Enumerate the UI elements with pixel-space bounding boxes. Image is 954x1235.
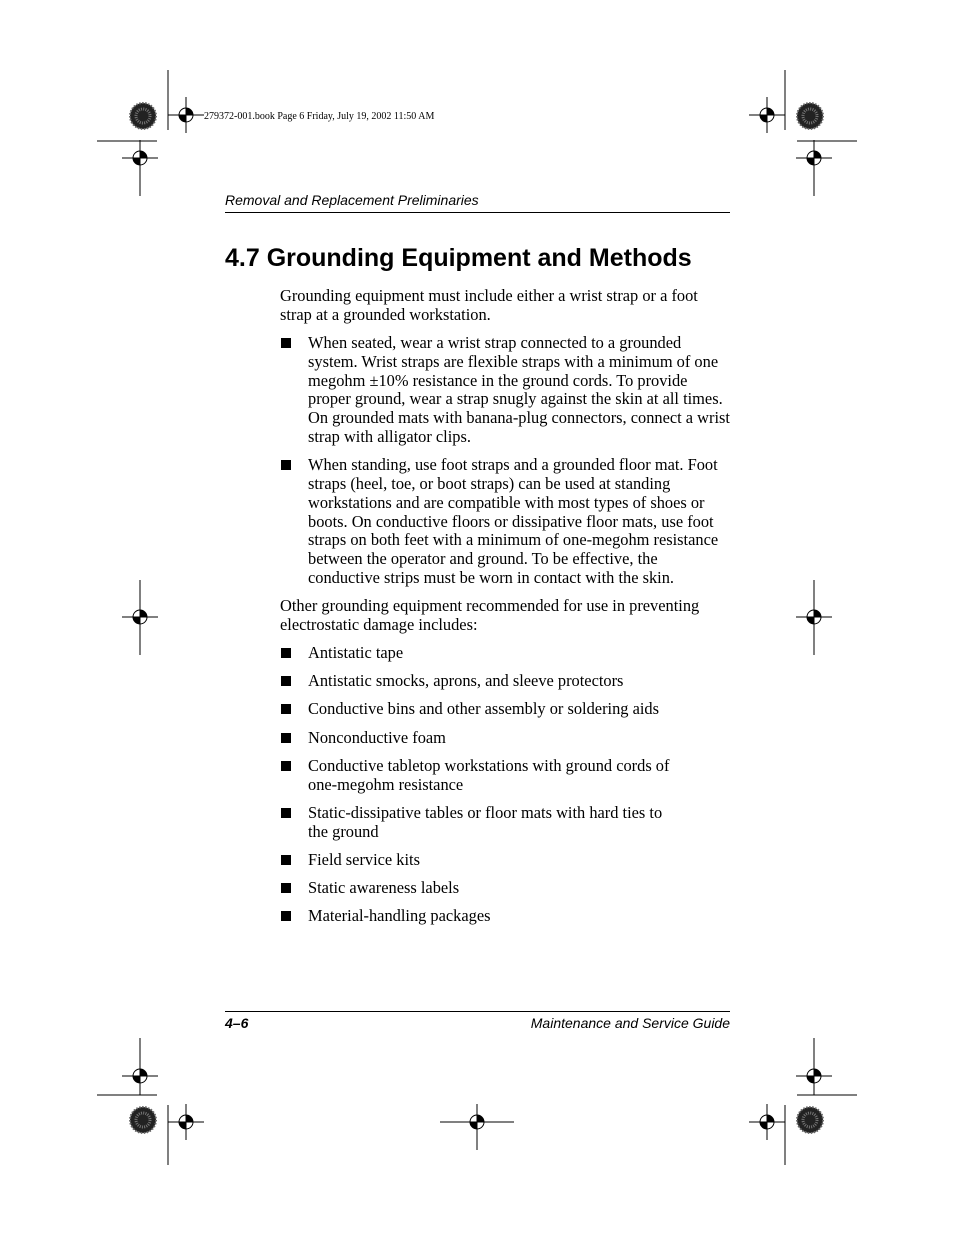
- starburst-mark: [130, 1107, 156, 1133]
- section-heading: 4.7 Grounding Equipment and Methods: [225, 244, 692, 272]
- starburst-mark: [797, 103, 823, 129]
- registration-mark: [749, 97, 785, 133]
- list-item: Antistatic tape: [280, 644, 730, 663]
- bullet-icon: [281, 648, 291, 658]
- list-item: Antistatic smocks, aprons, and sleeve protectors: [280, 672, 730, 691]
- header-rule: [225, 212, 730, 213]
- print-slug: 279372-001.book Page 6 Friday, July 19, 2002 11:50 AM: [204, 111, 435, 122]
- crop-mark-bottom-left: [97, 1038, 168, 1165]
- registration-mark: [796, 1058, 832, 1094]
- list-item: Static-dissipative tables or floor mats with hard ties to the ground: [280, 804, 730, 842]
- crop-mark-top-left: [97, 70, 168, 196]
- guide-title: Maintenance and Service Guide: [530, 1015, 730, 1031]
- starburst-mark: [797, 1107, 823, 1133]
- bullet-icon: [281, 808, 291, 818]
- list-item: When seated, wear a wrist strap connected to a grounded system. Wrist straps are flexible straps with a minimum of one megohm ±10% resistance in the ground cords. To provide proper ground, wear a strap snugly against the skin at all times. On grounded mats with banana-plug connectors, connect a wrist strap with alligator clips.: [280, 334, 730, 447]
- list-item: Conductive bins and other assembly or soldering aids: [280, 700, 730, 719]
- bullet-icon: [281, 338, 291, 348]
- list-item: Material-handling packages: [280, 907, 730, 926]
- bullet-icon: [281, 676, 291, 686]
- bullet-icon: [281, 855, 291, 865]
- registration-mark: [122, 1058, 158, 1094]
- bullet-icon: [281, 883, 291, 893]
- list-item: Nonconductive foam: [280, 729, 730, 748]
- page-number: 4–6: [225, 1015, 249, 1031]
- crop-mark-bottom-right: [785, 1038, 857, 1165]
- bullet-icon: [281, 704, 291, 714]
- intro-paragraph: Grounding equipment must include either a wrist strap or a foot strap at a grounded workstation.: [280, 286, 698, 324]
- registration-mark: [749, 1104, 785, 1140]
- running-head: Removal and Replacement Preliminaries: [225, 192, 479, 208]
- other-equipment-paragraph: Other grounding equipment recommended for use in preventing electrostatic damage includes:: [280, 596, 700, 634]
- list-item: Field service kits: [280, 851, 730, 870]
- bullet-icon: [281, 460, 291, 470]
- bullet-icon: [281, 761, 291, 771]
- list-item: When standing, use foot straps and a grounded floor mat. Foot straps (heel, toe, or boot straps) can be used at standing workstations and are compatible with most types of shoes or boots. On conductive floors or dissipative floor mats, use foot straps on both feet with a minimum of one-megohm resistance between the operator and ground. To be effective, the conductive strips must be worn in contact with the skin.: [280, 456, 730, 588]
- equipment-list: [280, 644, 730, 926]
- registration-mark: [168, 1104, 204, 1140]
- registration-mark: [796, 140, 832, 176]
- list-item: Conductive tabletop workstations with ground cords of one-megohm resistance: [280, 757, 730, 795]
- crop-mark-top-right: [785, 70, 857, 196]
- list-item: Static awareness labels: [280, 879, 730, 898]
- section-body: [280, 287, 730, 935]
- starburst-mark: [130, 103, 156, 129]
- strap-list: [280, 334, 730, 588]
- bullet-icon: [281, 733, 291, 743]
- footer-rule: [225, 1011, 730, 1012]
- registration-mark: [168, 97, 204, 133]
- registration-mark: [122, 140, 158, 176]
- bullet-icon: [281, 911, 291, 921]
